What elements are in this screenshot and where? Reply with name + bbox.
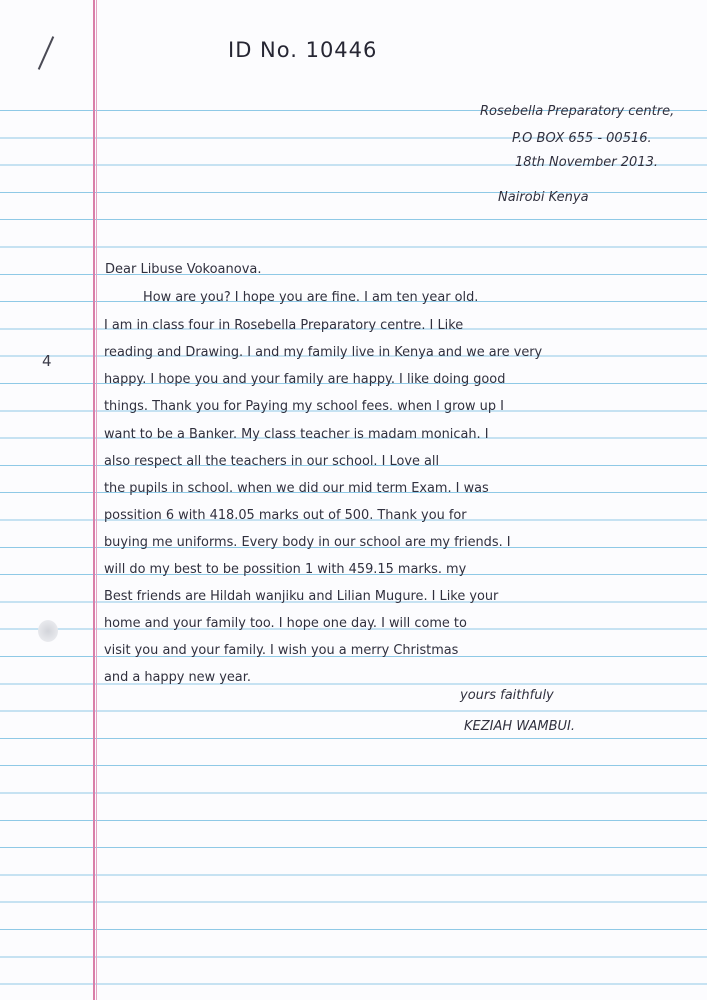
margin-mark: 4: [42, 352, 52, 370]
body-line: possition 6 with 418.05 marks out of 500. Thank you for: [104, 508, 467, 523]
body-line: Best friends are Hildah wanjiku and Lilian Mugure. I Like your: [104, 589, 499, 604]
body-line: and a happy new year.: [104, 670, 251, 685]
margin-line-inner: [96, 0, 97, 1000]
body-line: things. Thank you for Paying my school fees. when I grow up I: [104, 399, 504, 414]
body-line: visit you and your family. I wish you a merry Christmas: [104, 643, 459, 658]
body-line: home and your family too. I hope one day. I will come to: [104, 616, 467, 631]
body-line: How are you? I hope you are fine. I am ten year old.: [143, 290, 479, 305]
address-line-1: Rosebella Preparatory centre,: [480, 104, 675, 119]
closing: yours faithfuly: [460, 688, 554, 703]
id-number: ID No. 10446: [228, 38, 378, 62]
body-line: I am in class four in Rosebella Preparatory centre. I Like: [104, 318, 464, 333]
body-line: buying me uniforms. Every body in our school are my friends. I: [104, 535, 511, 550]
address-line-3: 18th November 2013.: [515, 155, 658, 170]
body-line: the pupils in school. when we did our mid term Exam. I was: [104, 481, 489, 496]
salutation: Dear Libuse Vokoanova.: [105, 262, 262, 277]
body-line: want to be a Banker. My class teacher is madam monicah. I: [104, 427, 489, 442]
body-line: will do my best to be possition 1 with 459.15 marks. my: [104, 562, 467, 577]
address-line-2: P.O BOX 655 - 00516.: [512, 131, 652, 146]
address-line-4: Nairobi Kenya: [498, 190, 589, 205]
signature: KEZIAH WAMBUI.: [464, 719, 575, 734]
body-line: reading and Drawing. I and my family live in Kenya and we are very: [104, 345, 543, 360]
body-line: also respect all the teachers in our school. I Love all: [104, 454, 440, 469]
margin-line: [93, 0, 95, 1000]
punch-hole: [38, 620, 58, 642]
body-line: happy. I hope you and your family are happy. I like doing good: [104, 372, 506, 387]
